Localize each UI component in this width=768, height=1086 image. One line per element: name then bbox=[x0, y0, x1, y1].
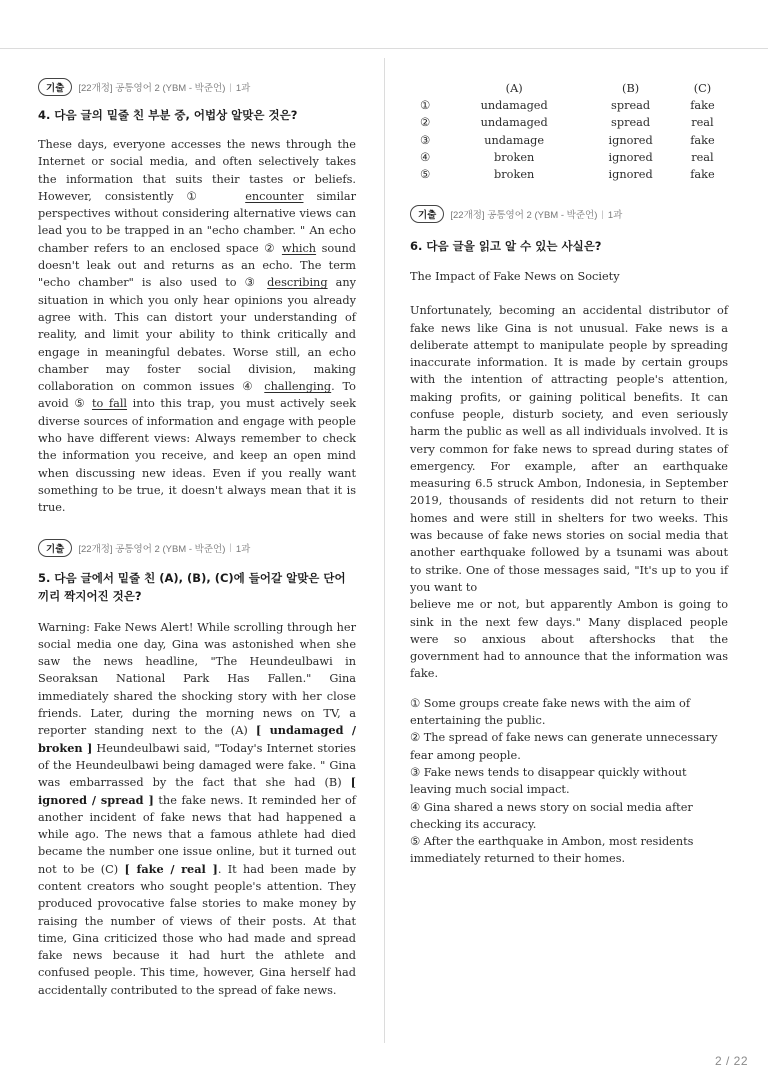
answer-option-4[interactable]: ④ Gina shared a news story on social media after checking its accuracy. bbox=[410, 800, 693, 831]
choice-number: ② bbox=[420, 116, 431, 130]
question-tag bbox=[38, 78, 356, 96]
choice-number: ④ bbox=[420, 150, 431, 164]
column-header-b: (B) bbox=[622, 82, 640, 95]
underlined-choice: encounter bbox=[245, 189, 304, 203]
choice-number: ⑤ bbox=[74, 397, 87, 411]
passage-text: . It had been made by content creators who sought people's attention. They produced provocative false stories to make money by raising the number of views of their posts. At that time, Gina criticized those who had made and spread fake news because it had hurt the athlete and confused people. This time, however, Gina herself had accidentally contributed to the spread of fake news. bbox=[38, 862, 356, 997]
column-header-a: (A) bbox=[505, 82, 523, 95]
tag-separator: | bbox=[601, 208, 604, 220]
choice-number: ③ bbox=[420, 133, 431, 147]
passage-text: similar perspectives without considering alternative views can lead you to be trapped in an "echo chamber. " An echo chamber refers to an enclosed space bbox=[38, 189, 356, 255]
choice-row bbox=[410, 149, 728, 166]
choice-cell: fake bbox=[690, 168, 715, 182]
choice-number: ⑤ bbox=[420, 168, 431, 182]
tag-separator: | bbox=[229, 81, 232, 93]
passage-text: . To avoid bbox=[38, 380, 356, 411]
bracket-choice-c: [ fake / real ] bbox=[124, 861, 218, 876]
question-4 bbox=[38, 78, 356, 517]
choice-number: ② bbox=[264, 241, 277, 255]
passage-text: Unfortunately, becoming an accidental distributor of fake news like Gina is not unusual. Fake news is a deliberate attempt to manipulate people by spreading inaccurate information. It is made by certain groups with the intention of attracting people's attention, making profits, or gaining political benefits. It can confuse people, disturb society, and even seriously harm the public as well as all individuals involved. It is very common for fake news to spread during states of emergency. For example, after an earthquake measuring 6.5 struck Ambon, Indonesia, in September 2019, thousands of residents did not return to their homes and were still in shelters for two weeks. This was because of fake news stories on social media that another earthquake followed by a tsunami was about to strike. One of those messages said, "It's up to you if you want to bbox=[410, 304, 728, 594]
question-badge: 기출 bbox=[38, 78, 72, 96]
question-source: [22개정] 공통영어 2 (YBM - 박준언) bbox=[78, 543, 226, 555]
choice-cell: fake bbox=[690, 99, 715, 113]
header-divider bbox=[0, 48, 768, 49]
choice-cell: ignored bbox=[608, 168, 653, 182]
choice-cell: broken bbox=[494, 168, 535, 182]
article-title: The Impact of Fake News on Society bbox=[410, 270, 620, 284]
answer-option-2[interactable]: ② The spread of fake news can generate unnecessary fear among people. bbox=[410, 731, 718, 762]
underlined-choice: which bbox=[281, 241, 317, 255]
choice-cell: spread bbox=[611, 99, 651, 113]
question-title: 4. 다음 글의 밑줄 친 부분 중, 어법상 알맞은 것은? bbox=[38, 108, 298, 122]
choice-cell: broken bbox=[494, 150, 535, 164]
question-source: [22개정] 공통영어 2 (YBM - 박준언) bbox=[78, 83, 226, 94]
tag-separator: | bbox=[229, 542, 232, 554]
question-tag bbox=[38, 539, 356, 557]
choice-cell: undamaged bbox=[480, 99, 548, 113]
question-badge: 기출 bbox=[410, 205, 444, 223]
answer-option-1[interactable]: ① Some groups create fake news with the aim of entertaining the public. bbox=[410, 696, 691, 728]
choice-row bbox=[410, 132, 728, 149]
answer-options bbox=[410, 695, 728, 868]
passage-text: sound doesn't leak out and returns as an echo. The term "echo chamber" is also used to bbox=[38, 241, 356, 290]
choice-cell: ignored bbox=[608, 133, 653, 147]
choice-cell: ignored bbox=[608, 150, 653, 164]
passage-text: Heundeulbawi said, "Today's Internet stories of the Heundeulbawi being damaged were fake. " Gina was embarrassed by the fact that she had (B) bbox=[38, 741, 356, 790]
question-badge: 기출 bbox=[38, 539, 72, 557]
question-source: [22개정] 공통영어 2 (YBM - 박준언) bbox=[450, 210, 598, 222]
passage-text: These days, everyone accesses the news through the Internet or social media, and often selectively takes the information that suits their tastes or beliefs. However, consistently bbox=[38, 138, 356, 203]
choice-cell: undamage bbox=[484, 133, 545, 147]
question-title: 6. 다음 글을 읽고 알 수 있는 사실은? bbox=[410, 239, 602, 254]
question-tag bbox=[410, 205, 728, 223]
choice-table-header bbox=[410, 80, 728, 97]
underlined-choice: challenging bbox=[264, 380, 332, 394]
choice-cell: real bbox=[691, 116, 714, 130]
column-divider bbox=[384, 58, 385, 1043]
passage-text: into this trap, you must actively seek diverse sources of information and engage with people who have different views: Always remember to check the information you receive, and keep an open mind when discussing new ideas. Even if you really want something to be true, it doesn't always mean that it is true. bbox=[38, 397, 356, 515]
underlined-choice: describing bbox=[267, 276, 328, 290]
underlined-choice: to fall bbox=[92, 397, 128, 411]
bracket-choice-b: [ ignored / spread ] bbox=[38, 775, 356, 807]
question-chapter: 1과 bbox=[607, 210, 623, 222]
question-chapter: 1과 bbox=[235, 543, 251, 555]
question-passage bbox=[38, 136, 356, 517]
passage-text: believe me or not, but apparently Ambon is going to sink in the next few days." Many displaced people were so anxious about aftershocks that the government had to announce that the information was fake. bbox=[410, 598, 728, 681]
answer-option-3[interactable]: ③ Fake news tends to disappear quickly without leaving much social impact. bbox=[410, 765, 687, 797]
choice-number: ③ bbox=[244, 276, 260, 290]
answer-choice-table bbox=[410, 80, 728, 183]
column-header-c: (C) bbox=[693, 82, 712, 95]
choice-row bbox=[410, 166, 728, 183]
choice-row bbox=[410, 97, 728, 114]
answer-option-5[interactable]: ⑤ After the earthquake in Ambon, most residents immediately returned to their homes. bbox=[410, 835, 694, 866]
question-passage bbox=[410, 302, 728, 683]
question-title: 5. 다음 글에서 밑줄 친 (A), (B), (C)에 들어갈 알맞은 단어끼리 짝지어진 것은? bbox=[38, 570, 346, 603]
page-number: 2 / 22 bbox=[714, 1054, 748, 1068]
choice-cell: real bbox=[691, 150, 714, 164]
right-column bbox=[410, 80, 728, 868]
passage-text: Warning: Fake News Alert! While scrolling through her social media one day, Gina was astonished when she saw the news headline, "The Heundeulbawi in Seoraksan National Park Has Fallen." Gina immediately shared the shocking story with her close friends. Later, during the morning news on TV, a reporter standing next to the (A) bbox=[38, 620, 356, 738]
question-6 bbox=[410, 205, 728, 868]
choice-cell: fake bbox=[690, 133, 715, 147]
choice-cell: undamaged bbox=[480, 116, 548, 130]
choice-number: ④ bbox=[242, 380, 257, 394]
choice-cell: spread bbox=[611, 116, 651, 130]
question-5 bbox=[38, 539, 356, 1000]
passage-text: the fake news. It reminded her of another incident of fake news that had happened a while ago. The news that a famous athlete had died became the number one issue online, but it turned out not to be (C) bbox=[38, 793, 356, 876]
choice-number: ① bbox=[420, 99, 431, 113]
passage-text: any situation in which you only hear opinions you already agree with. This can distort your understanding of reality, and limit your ability to think critically and engage in meaningful debates. Worse still, an echo chamber may foster social division, making collaboration on common issues bbox=[38, 276, 356, 394]
choice-row bbox=[410, 114, 728, 131]
choice-number: ① bbox=[186, 189, 207, 203]
question-chapter: 1과 bbox=[235, 83, 251, 94]
bracket-choice-a: [ undamaged / broken ] bbox=[38, 723, 357, 755]
question-passage bbox=[38, 619, 356, 1000]
left-column bbox=[38, 78, 356, 999]
